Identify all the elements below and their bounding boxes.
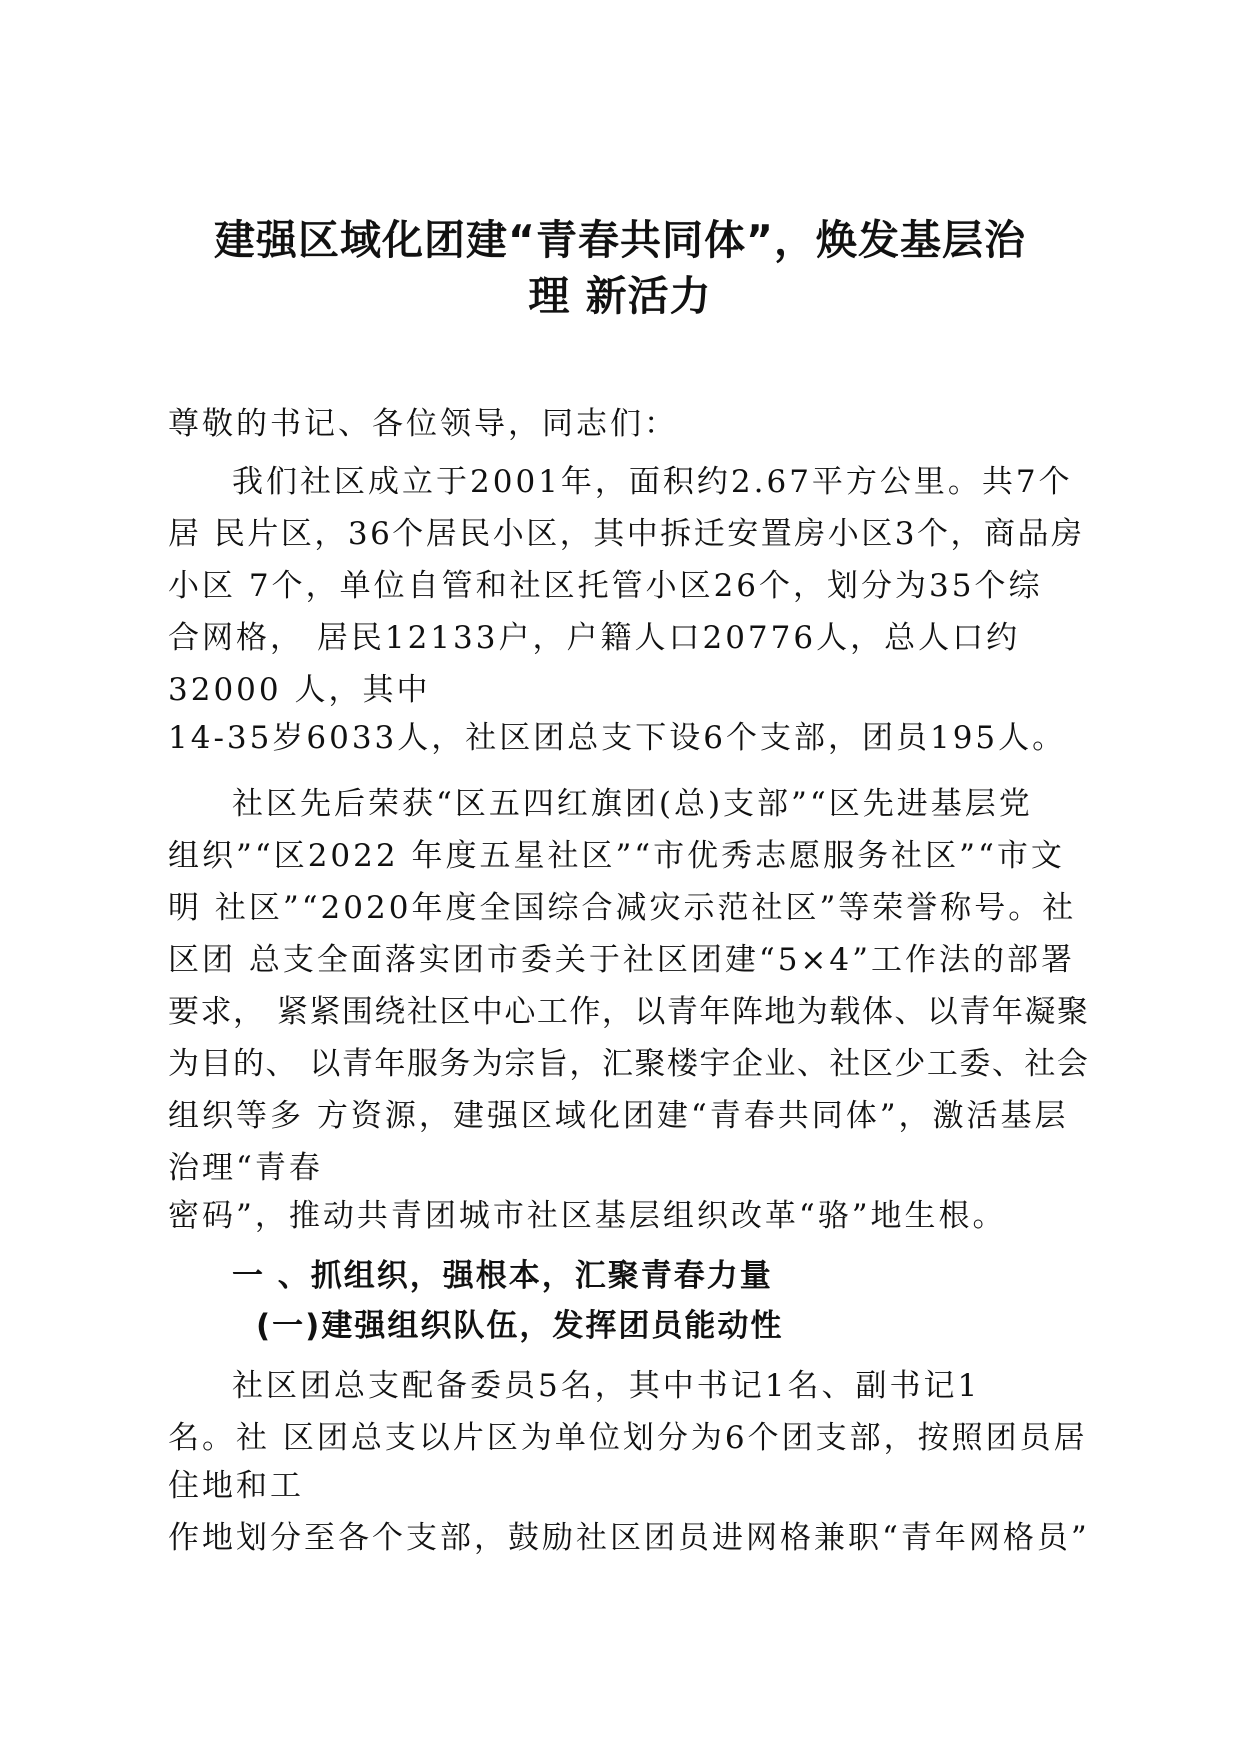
para1-line-3: 小区 7个，单位自管和社区托管小区26个，划分为35个综 (168, 568, 1043, 604)
para3-line-2: 名。社 区团总支以片区为单位划分为6个团支部，按照团员居 (168, 1420, 1088, 1456)
para3-line-3: 住地和工 (168, 1468, 304, 1504)
para2-line-3: 明 社区”“2020年度全国综合减灾示范社区”等荣誉称号。社 (168, 890, 1077, 926)
section-heading-1: 一 、抓组织，强根本，汇聚青春力量 (232, 1258, 773, 1294)
para2-line-1: 社区先后荣获“区五四红旗团(总)支部”“区先进基层党 (232, 786, 1033, 822)
para2-line-7: 组织等多 方资源，建强区域化团建“青春共同体”，激活基层 (168, 1098, 1069, 1134)
subsection-heading-1: (一)建强组织队伍，发挥团员能动性 (256, 1308, 784, 1344)
para2-line-9: 密码”，推动共青团城市社区基层组织改革“骆”地生根。 (168, 1198, 1007, 1234)
para2-line-5: 要求， 紧紧围绕社区中心工作，以青年阵地为载体、以青年凝聚 (168, 994, 1090, 1030)
para3-line-1: 社区团总支配备委员5名，其中书记1名、副书记1 (232, 1368, 981, 1404)
para1-line-6: 14-35岁6033人，社区团总支下设6个支部，团员195人。 (168, 720, 1067, 756)
document-title (160, 212, 1080, 324)
para2-line-2: 组织”“区2022 年度五星社区”“市优秀志愿服务社区”“市文 (168, 838, 1065, 874)
para1-line-2: 居 民片区，36个居民小区，其中拆迁安置房小区3个，商品房 (168, 516, 1085, 552)
para2-line-8: 治理“青春 (168, 1150, 323, 1186)
para2-line-6: 为目的、 以青年服务为宗旨，汇聚楼宇企业、社区少工委、社会 (168, 1046, 1090, 1082)
title-line-1: 建强区域化团建“青春共同体”，焕发基层治 (214, 216, 1026, 264)
para1-line-4: 合网格， 居民12133户，户籍人口20776人，总人口约 (168, 620, 1021, 656)
salutation: 尊敬的书记、各位领导，同志们： (168, 406, 678, 442)
para3-line-4: 作地划分至各个支部，鼓励社区团员进网格兼职“青年网格员” (168, 1520, 1090, 1556)
para1-line-1: 我们社区成立于2001年，面积约2.67平方公里。共7个 (232, 464, 1073, 500)
para1-line-5: 32000 人，其中 (168, 672, 431, 708)
para2-line-4: 区团 总支全面落实团市委关于社区团建“5×4”工作法的部署 (168, 942, 1075, 978)
title-line-2: 理 新活力 (528, 272, 712, 320)
